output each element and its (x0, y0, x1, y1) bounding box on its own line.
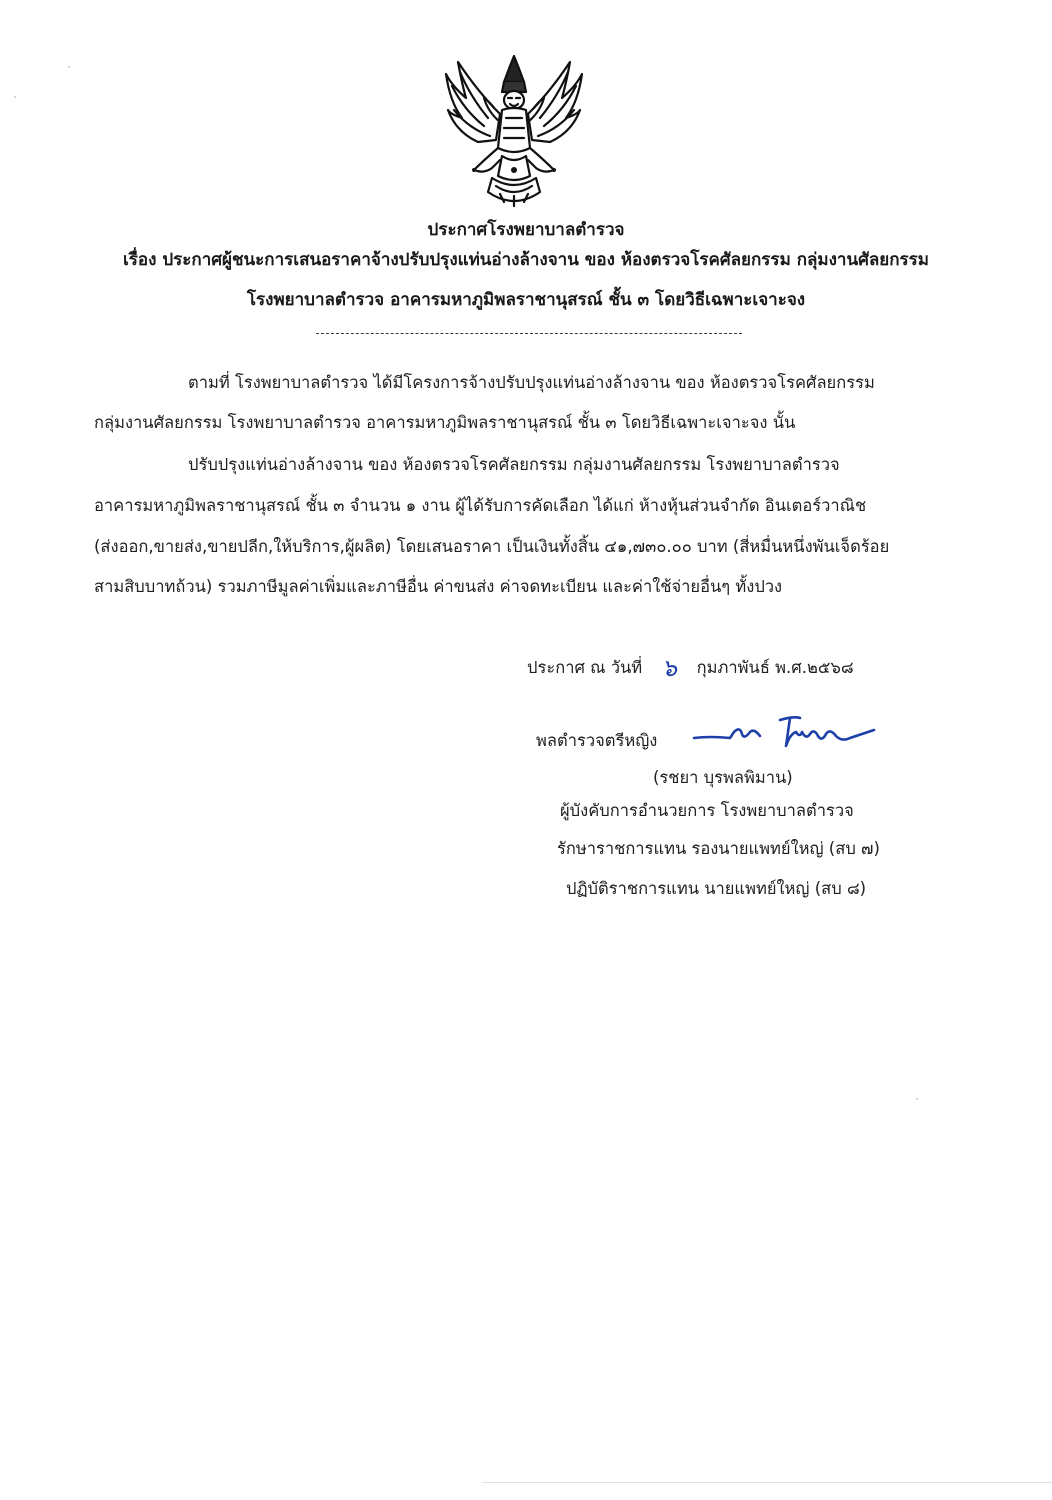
body-line: ปรับปรุงแท่นอ่างล้างจาน ของ ห้องตรวจโรคศัลยกรรม กลุ่มงานศัลยกรรม โรงพยาบาลตำรวจ (188, 455, 840, 474)
scan-speck (916, 1098, 918, 1100)
subject-line-2: โรงพยาบาลตำรวจ อาคารมหาภูมิพลราชานุสรณ์ ชั้น ๓ โดยวิธีเฉพาะเจาะจง (246, 290, 806, 310)
signatory-position-1: ผู้บังคับการอำนวยการ โรงพยาบาลตำรวจ (560, 801, 854, 820)
announcement-title: ประกาศโรงพยาบาลตำรวจ (427, 220, 625, 240)
body-line: ตามที่ โรงพยาบาลตำรวจ ได้มีโครงการจ้างปรับปรุงแท่นอ่างล้างจาน ของ ห้องตรวจโรคศัลยกรรม (188, 373, 875, 392)
body-line: อาคารมหาภูมิพลราชานุสรณ์ ชั้น ๓ จำนวน ๑ งาน ผู้ได้รับการคัดเลือก ได้แก่ ห้างหุ้นส่วนจำกัด อินเตอร์วาณิช (94, 496, 867, 515)
date-prefix: ประกาศ ณ วันที่ (527, 658, 643, 677)
garuda-emblem-icon (444, 52, 584, 210)
announcement-date (527, 648, 854, 687)
signatory-rank: พลตำรวจตรีหญิง (536, 731, 658, 750)
body-line: สามสิบบาทถ้วน) รวมภาษีมูลค่าเพิ่มและภาษีอื่น ค่าขนส่ง ค่าจดทะเบียน และค่าใช้จ่ายอื่นๆ ทั้งปวง (94, 577, 783, 596)
date-suffix: กุมภาพันธ์ พ.ศ.๒๕๖๘ (696, 658, 854, 677)
signatory-position-2: รักษาราชการแทน รองนายแพทย์ใหญ่ (สบ ๗) (557, 839, 880, 858)
scan-edge (482, 1482, 1052, 1483)
subject-line-1: เรื่อง ประกาศผู้ชนะการเสนอราคาจ้างปรับปรุงแท่นอ่างล้างจาน ของ ห้องตรวจโรคศัลยกรรม กลุ่มงานศัลยกรรม (122, 250, 930, 270)
signatory-name: (รชยา บุรพลพิมาน) (653, 768, 793, 787)
signatory-position-3: ปฏิบัติราชการแทน นายแพทย์ใหญ่ (สบ ๘) (566, 879, 867, 898)
body-line: (ส่งออก,ขายส่ง,ขายปลีก,ให้บริการ,ผู้ผลิต) โดยเสนอราคา เป็นเงินทั้งสิ้น ๔๑,๗๓๐.๐๐ บาท (สี่หมื่นหนึ่งพันเจ็ดร้อย (94, 537, 890, 556)
scan-speck (14, 96, 16, 98)
body-line: กลุ่มงานศัลยกรรม โรงพยาบาลตำรวจ อาคารมหาภูมิพลราชานุสรณ์ ชั้น ๓ โดยวิธีเฉพาะเจาะจง นั้น (94, 413, 796, 432)
divider (316, 333, 742, 334)
scan-speck (68, 66, 70, 68)
date-day-handwritten: ๖ (661, 654, 678, 682)
handwritten-signature (690, 708, 880, 758)
